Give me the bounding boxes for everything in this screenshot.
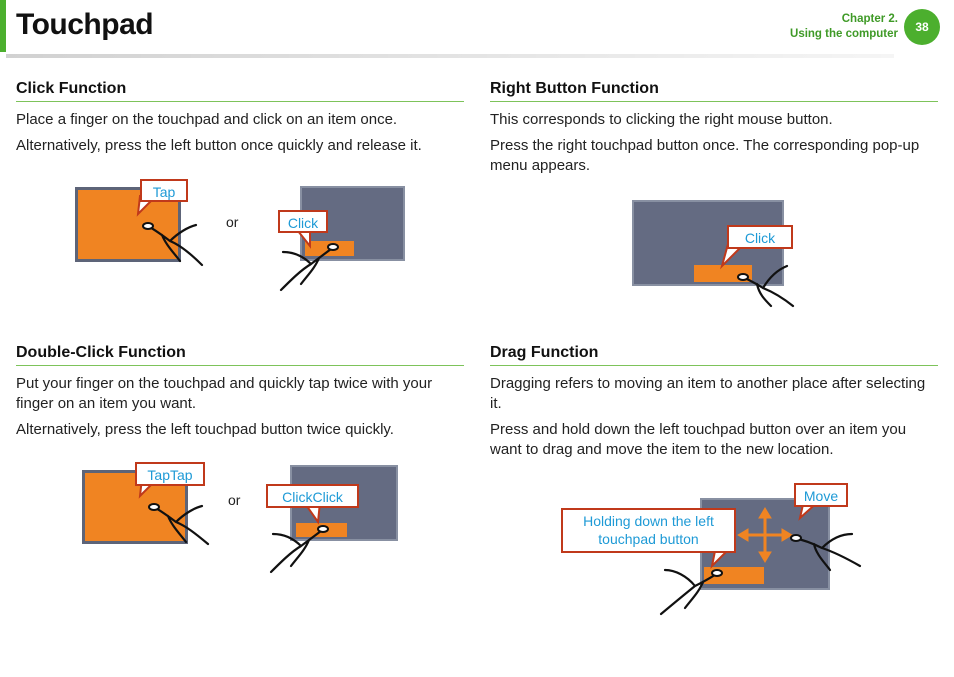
clickclick-callout: ClickClick bbox=[266, 484, 359, 508]
hand-icon bbox=[265, 520, 335, 576]
right-button-title: Right Button Function bbox=[490, 80, 938, 102]
right-click-callout: Click bbox=[727, 225, 793, 249]
right-button-p1: This corresponds to clicking the right mouse button. bbox=[490, 111, 833, 128]
double-click-title: Double-Click Function bbox=[16, 344, 464, 366]
page-number-badge: 38 bbox=[904, 9, 940, 45]
hand-icon bbox=[275, 238, 345, 294]
double-click-section bbox=[16, 344, 464, 446]
drag-function-p1: Dragging refers to moving an item to another place after selecting it. bbox=[490, 375, 926, 412]
header-accent-bar bbox=[0, 0, 6, 52]
page-title: Touchpad bbox=[16, 8, 154, 41]
double-click-p2: Alternatively, press the left touchpad button twice quickly. bbox=[16, 421, 394, 438]
drag-function-section bbox=[490, 344, 938, 466]
hand-icon bbox=[146, 496, 216, 548]
right-button-section bbox=[490, 80, 938, 182]
taptap-callout: TapTap bbox=[135, 462, 205, 486]
click-function-section bbox=[16, 80, 464, 162]
hand-icon bbox=[735, 262, 803, 312]
hand-icon bbox=[140, 215, 210, 270]
drag-function-text bbox=[490, 374, 938, 460]
click-callout: Click bbox=[278, 210, 328, 233]
chapter-number: Chapter 2. bbox=[841, 13, 898, 25]
double-click-p1: Put your finger on the touchpad and quickly tap twice with your finger on an item you want. bbox=[16, 375, 433, 412]
header-divider bbox=[6, 54, 894, 58]
hold-callout: Holding down the left touchpad button bbox=[561, 508, 736, 553]
move-callout: Move bbox=[794, 483, 848, 507]
move-arrows-icon bbox=[738, 508, 792, 562]
hand-icon bbox=[655, 560, 727, 618]
double-click-text bbox=[16, 374, 464, 440]
drag-function-title: Drag Function bbox=[490, 344, 938, 366]
or-label: or bbox=[228, 492, 241, 508]
drag-function-p2: Press and hold down the left touchpad button over an item you want to drag and move the item to the new location. bbox=[490, 421, 907, 458]
click-function-p1: Place a finger on the touchpad and click on an item once. bbox=[16, 111, 398, 128]
click-function-text bbox=[16, 110, 464, 156]
right-button-p2: Press the right touchpad button once. The corresponding pop-up menu appears. bbox=[490, 137, 920, 174]
chapter-title: Using the computer bbox=[790, 28, 898, 40]
chapter-label bbox=[790, 12, 898, 42]
or-label: or bbox=[226, 214, 239, 230]
click-function-p2: Alternatively, press the left button once quickly and release it. bbox=[16, 137, 422, 154]
tap-callout: Tap bbox=[140, 179, 188, 202]
click-function-title: Click Function bbox=[16, 80, 464, 102]
hand-icon bbox=[790, 530, 866, 578]
right-button-text bbox=[490, 110, 938, 176]
